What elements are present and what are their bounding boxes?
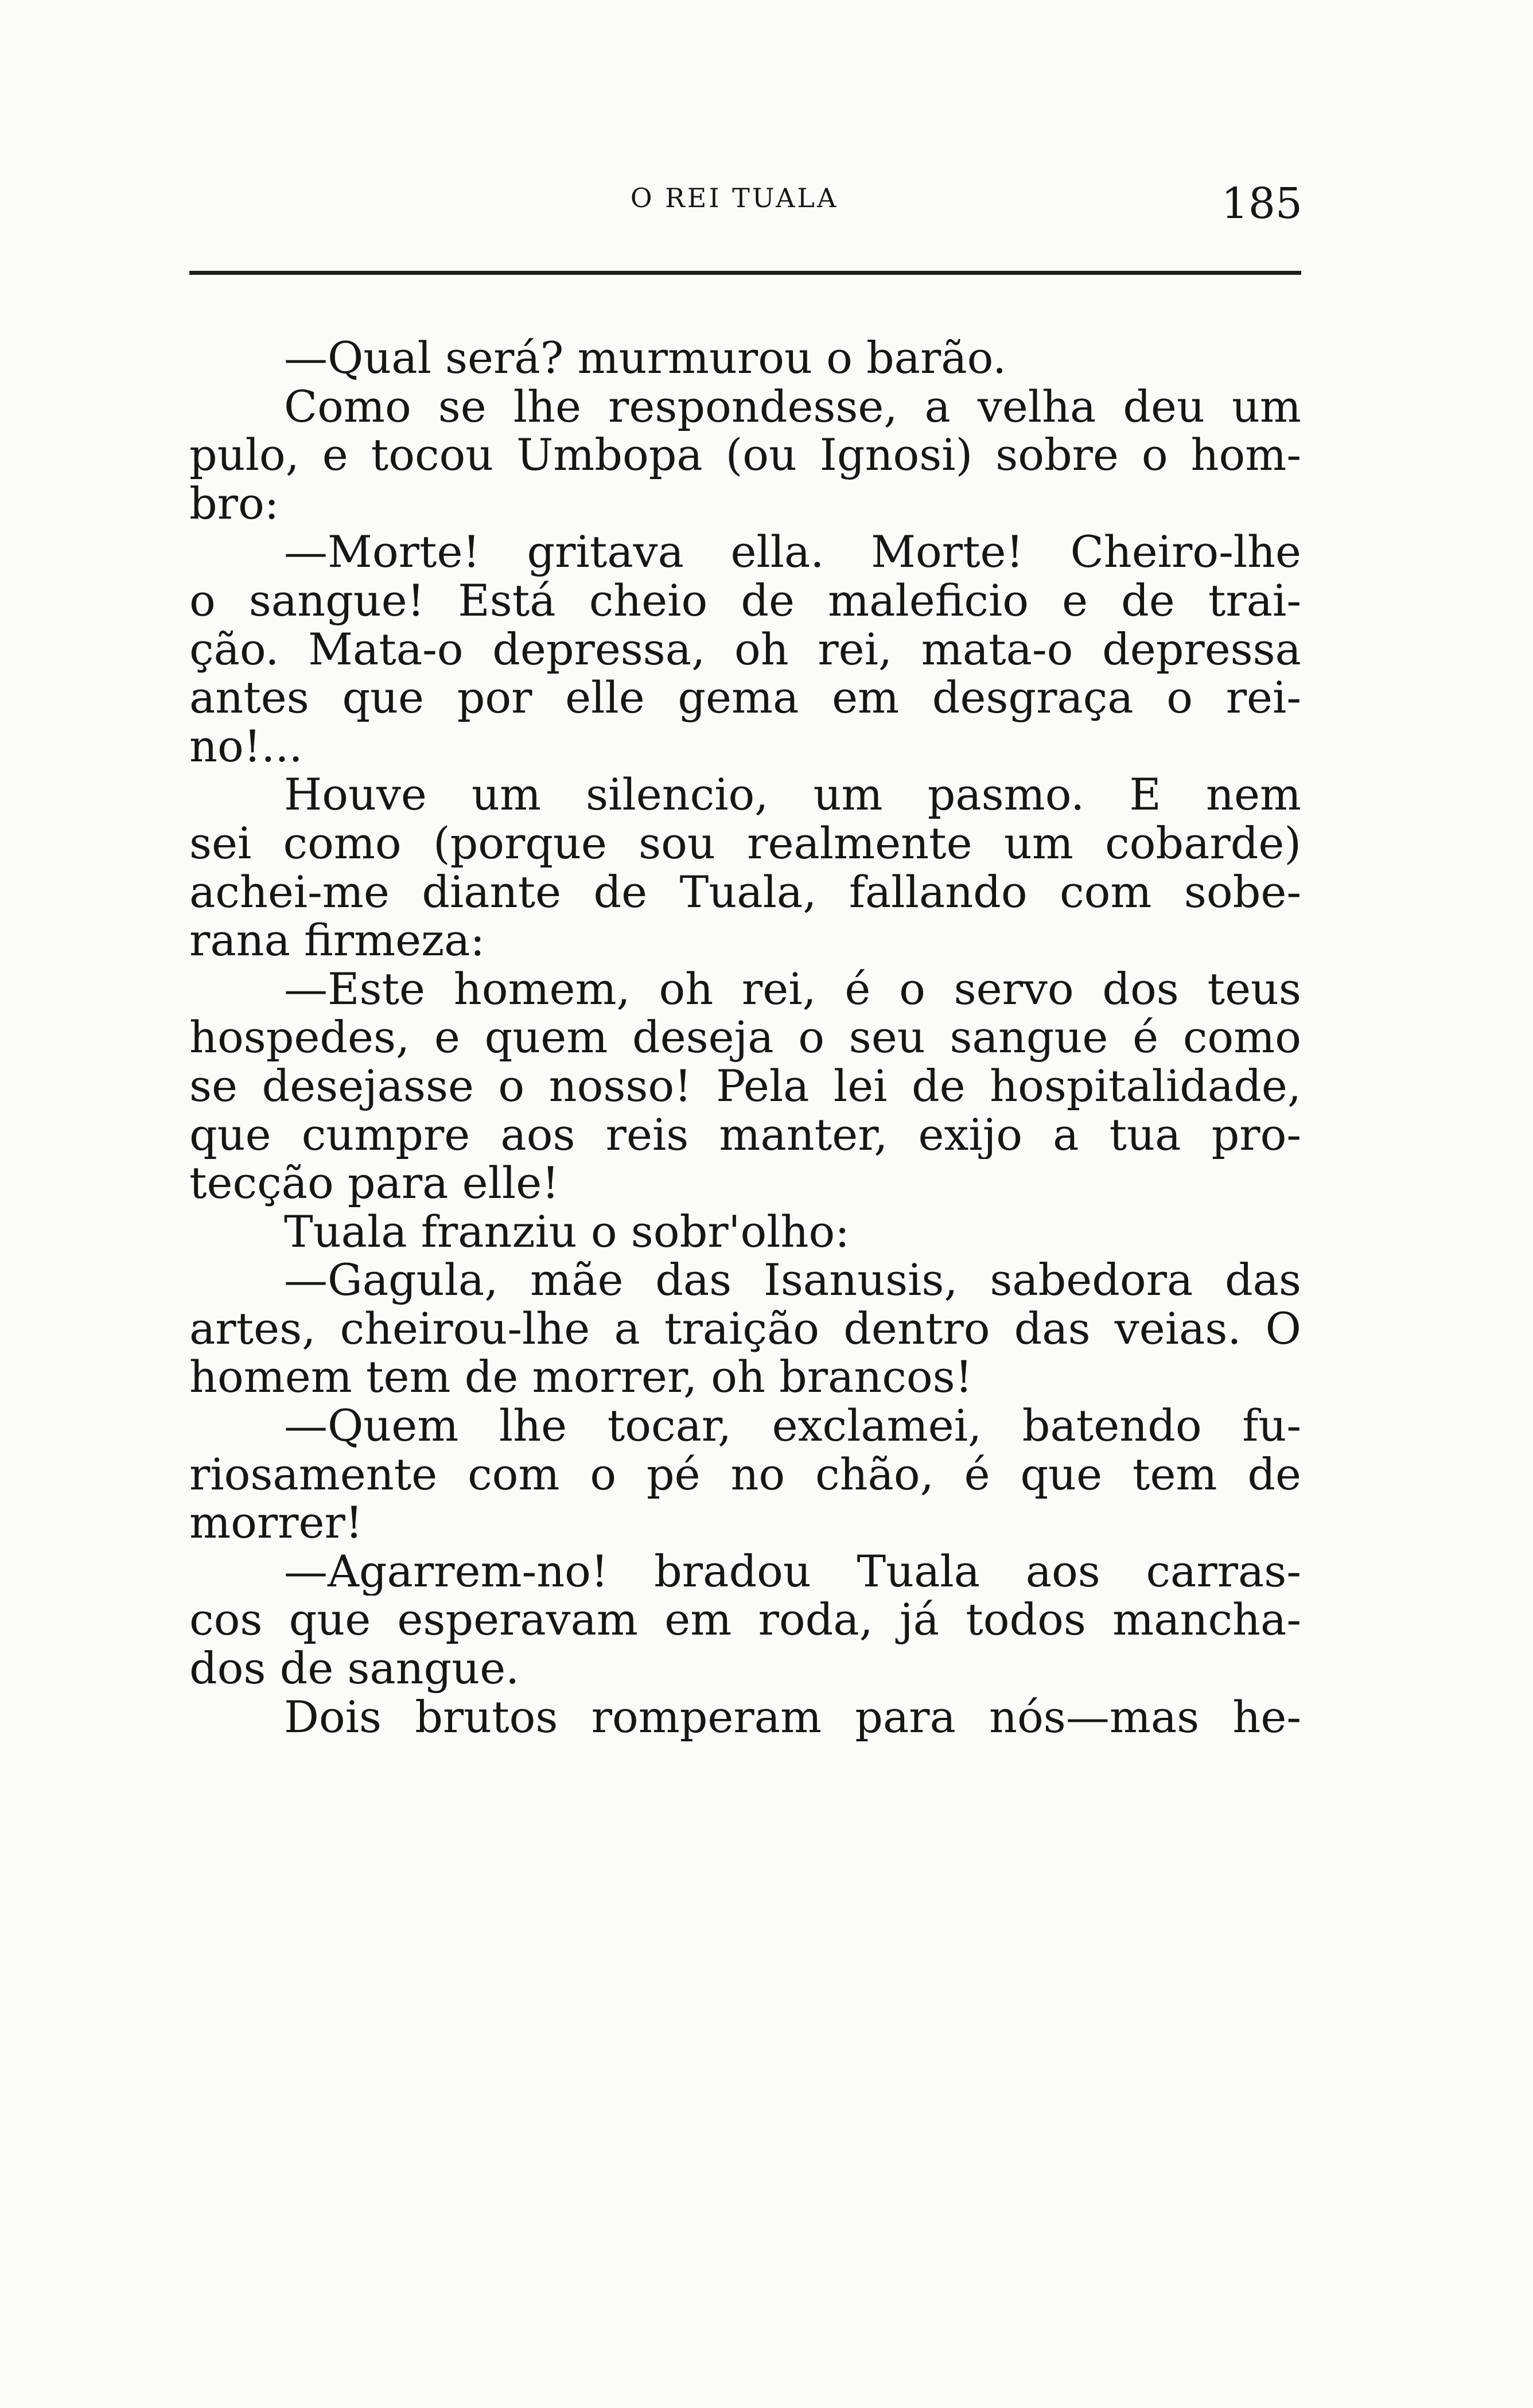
text-line: achei-me diante de Tuala, fallando com sobe- [189, 867, 1301, 917]
text-line: dos de sangue. [189, 1644, 520, 1693]
text-line: artes, cheirou-lhe a traição dentro das veias. O [189, 1304, 1301, 1353]
text-line: —Morte! gritava ella. Morte! Cheiro-lhe [284, 528, 1301, 577]
text-line: —Este homem, oh rei, é o servo dos teus [284, 964, 1301, 1014]
text-line: tecção para elle! [189, 1159, 559, 1208]
text-line: o sangue! Está cheio de maleficio e de trai- [189, 576, 1301, 625]
text-line: que cumpre aos reis manter, exijo a tua pro- [189, 1110, 1301, 1160]
text-line: rana firmeza: [189, 916, 485, 965]
text-line: Como se lhe respondesse, a velha deu um [284, 382, 1301, 431]
text-line: ção. Mata-o depressa, oh rei, mata-o depressa [189, 625, 1301, 674]
text-line: antes que por elle gema em desgraça o rei- [189, 674, 1301, 722]
text-line: —Gagula, mãe das Isanusis, sabedora das [284, 1256, 1301, 1305]
text-line: Houve um silencio, um pasmo. E nem [284, 771, 1301, 819]
running-title: O REI TUALA [630, 182, 839, 213]
text-line: Dois brutos romperam para nós—mas he- [284, 1693, 1301, 1742]
text-line: cos que esperavam em roda, já todos mancha- [189, 1596, 1301, 1645]
text-line: hospedes, e quem deseja o seu sangue é como [189, 1013, 1301, 1062]
text-line: morrer! [189, 1499, 363, 1547]
text-line: pulo, e tocou Umbopa (ou Ignosi) sobre o hom- [189, 431, 1301, 480]
text-line: Tuala franziu o sobr'olho: [284, 1207, 850, 1256]
page-number: 185 [1221, 179, 1302, 228]
text-line: no!... [189, 722, 303, 771]
body-text [189, 334, 1301, 1741]
text-line: se desejasse o nosso! Pela lei de hospitalidade, [189, 1061, 1301, 1111]
text-line: riosamente com o pé no chão, é que tem de [189, 1450, 1301, 1499]
header-rule [189, 271, 1301, 275]
text-line: homem tem de morrer, oh brancos! [189, 1353, 973, 1402]
text-line: —Quem lhe tocar, exclamei, batendo fu- [284, 1402, 1301, 1450]
text-line: —Agarrem-no! bradou Tuala aos carras- [284, 1547, 1301, 1596]
text-line: —Qual será? murmurou o barão. [284, 334, 1007, 383]
text-line: sei como (porque sou realmente um cobarde) [189, 819, 1301, 868]
text-line: bro: [189, 479, 279, 528]
